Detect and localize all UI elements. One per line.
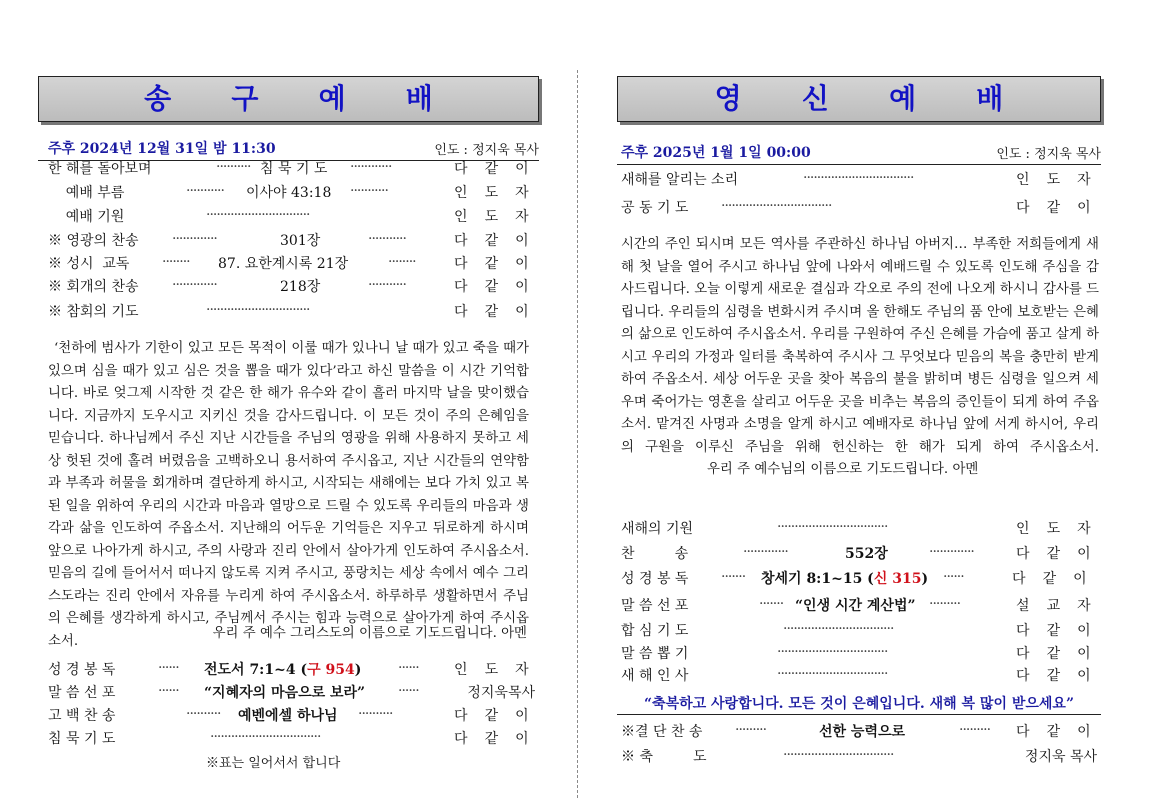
- order-label: 찬 송: [621, 546, 689, 562]
- right-order2-row: 말 씀 선 포 ······· “인생 시간 계산법” ········· 설 교 자: [617, 595, 1101, 617]
- right-order-row: 공 동 기 도 ································ 다 같 이: [617, 197, 1101, 219]
- left-order2-row: 고 백 찬 송 ·········· 예벤에셀 하나님 ·········· 다 같 이: [38, 705, 539, 727]
- left-order2-row: 성 경 봉 독 ······ 전도서 7:1~4 (구 954) ······ 인 도 자: [38, 659, 539, 681]
- left-title: 송 구 예 배: [38, 76, 539, 122]
- greeting-rule: [617, 714, 1101, 715]
- order-label: 말 씀 선 포: [48, 685, 116, 701]
- right-date: 주후 2025년 1월 1일 00:00: [621, 145, 811, 161]
- hymn-number: 신 315: [873, 571, 922, 587]
- right-prayer: 시간의 주인 되시며 모든 역사를 주관하신 하나님 아버지… 부족한 저희들에게 새해 첫 날을 열어 주시고 하나님 앞에 나와서 예배드릴 수 있도록 인도해 주심을 감사드립니다. 오늘 이렇게 새로운 결심과 각오로 주의 전에 나오게 하시니 감사를 드립니다. 우리들의 심령을 변화시켜 주시며 올 한해도 주님의 품 안에 보호받는 은혜의 삶으로 인도하여 주시옵소서. 우리를 구원하여 주신 은혜를 가슴에 품고 살게 하시고 우리의 가정과 일터를 축복하여 주시사 그 무엇보다 믿음의 복을 충만히 받게 하여 주옵소서. 세상 어두운 곳을 찾아 복음의 불을 밝히며 병든 심령을 일으켜 세우며 죽어가는 영혼을 살리고 어두운 곳을 비추는 복음의 증인들이 되게 하여 주옵소서. 맡겨진 사명과 소명을 알게 하시고 예배자로 하나님 앞에 서게 하시어, 우리의 구원을 이루신 주님을 위해 헌신하는 한 해가 되게 하여 주시옵소서.우리 주 예수님의 이름으로 기도드립니다. 아멘: [621, 237, 1099, 477]
- order-label: ※ 참회의 기도: [48, 304, 139, 320]
- order-label: 새해의 기원: [621, 521, 694, 537]
- order-who: 다 같 이: [454, 279, 535, 295]
- right-prayer-end: 이름으로 기도드립니다. 아멘: [810, 462, 979, 477]
- order-label: 침 묵 기 도: [48, 731, 116, 747]
- left-order-row: ※ 회개의 찬송 ············· 218장 ··········· 다 같 이: [38, 276, 539, 298]
- right-order3-row: ※ 축 도 ································ 정지욱 목사: [617, 746, 1101, 768]
- right-title: 영 신 예 배: [617, 76, 1101, 122]
- right-order2-row: 말 씀 뽑 기 ································ 다 같 이: [617, 643, 1101, 665]
- order-content: 301장: [280, 233, 321, 249]
- left-prayer: ‘천하에 범사가 기한이 있고 모든 목적이 이룰 때가 있나니 날 때가 있고 죽을 때가 있으며 심을 때가 있고 심은 것을 뽑을 때가 있다’라고 하신 말씀을 이 시간 기억합니다. 바로 엊그제 시작한 것 같은 한 해가 유수와 같이 흘러 마지막 날을 맞이했습니다. 지금까지 도우시고 지키신 것을 감사드립니다. 이 모든 것이 주의 은혜임을 믿습니다. 하나님께서 주신 지난 시간들을 주님의 영광을 위해 사용하지 못하고 세상 헛된 것에 홀려 버렸음을 고백하오니 용서하여 주시옵고, 지난 시간들의 연약함과 부족과 허물을 회개하며 결단하게 하시고, 시작되는 새해에는 보다 가치 있고 복된 일을 위하여 우리의 시간과 마음과 열망으로 드릴 수 있도록 우리들의 마음과 생각과 삶을 인도하여 주옵소서. 지난해의 어두운 기억들은 지우고 뒤로하게 하시며 앞으로 나아가게 하시고, 주의 사랑과 진리 안에서 살아가게 인도하여 주시옵소서. 믿음의 길에 들어서서 떠나지 않도록 지켜 주시고, 풍랑치는 세상 속에서 예수 그리스도라는 진리 안에서 자유를 누리게 하여 주시옵소서. 하루하루 생활하면서 주님의 은혜를 생각하게 하시고, 주님께서 주시는 힘과 능력으로 살아가게 하여 주시옵소서.: [48, 341, 529, 649]
- order-who: 다 같 이: [1016, 200, 1097, 216]
- order-content: 예벤에셀 하나님: [238, 708, 338, 724]
- prayer-tail: 우리 주 예수님의: [707, 462, 807, 477]
- left-order-row: 예배 부름 ··········· 이사야 43:18 ··········· 인 도 자: [38, 182, 539, 204]
- order-label: 예배 기원: [48, 209, 125, 225]
- order-who: 인 도 자: [454, 185, 535, 201]
- left-date: 주후 2024년 12월 31일 밤 11:30: [48, 141, 276, 157]
- order-who: 다 같 이: [1012, 571, 1093, 587]
- order-who: 다 같 이: [454, 708, 535, 724]
- left-leader: 인도 : 정지욱 목사: [434, 143, 539, 158]
- order-label: 말 씀 뽑 기: [621, 646, 689, 662]
- left-order-row: ※ 참회의 기도 ······························ 다 같 이: [38, 301, 539, 323]
- order-label: 고 백 찬 송: [48, 708, 116, 724]
- right-order3-row: ※결 단 찬 송 ········· 선한 능력으로 ········· 다 같 이: [617, 721, 1101, 743]
- left-order-row: ※ 영광의 찬송 ············· 301장 ··········· 다 같 이: [38, 230, 539, 252]
- order-content: “인생 시간 계산법”: [795, 598, 916, 614]
- left-prayer-end: 우리 주 예수 그리스도의 이름으로 기도드립니다. 아멘: [212, 626, 527, 641]
- order-who: 다 같 이: [1016, 623, 1097, 639]
- order-label: 성 경 봉 독: [621, 571, 689, 587]
- order-who: 정지욱 목사: [1024, 749, 1097, 765]
- order-who: 인 도 자: [454, 209, 535, 225]
- order-who: 다 같 이: [454, 256, 535, 272]
- order-label: 예배 부름: [48, 185, 125, 201]
- order-who: 인 도 자: [454, 662, 535, 678]
- order-label: 공 동 기 도: [621, 200, 689, 216]
- order-label: 한 해를 돌아보며: [48, 161, 152, 177]
- right-order2-row: 합 심 기 도 ································ 다 같 이: [617, 620, 1101, 642]
- right-leader: 인도 : 정지욱 목사: [996, 147, 1101, 162]
- order-content: 218장: [280, 279, 321, 295]
- order-content: 552장: [845, 546, 888, 562]
- order-label: 합 심 기 도: [621, 623, 689, 639]
- right-order2-row: 새해의 기원 ································ 인 도 자: [617, 518, 1101, 540]
- order-who: 다 같 이: [1016, 668, 1097, 684]
- order-who: 다 같 이: [1016, 646, 1097, 662]
- left-order-row: ※ 성시 교독 ········ 87. 요한계시록 21장 ········ 다 같 이: [38, 253, 539, 275]
- order-label: 새 해 인 사: [621, 668, 689, 684]
- order-label: ※ 성시 교독: [48, 256, 130, 272]
- order-who: 다 같 이: [1016, 724, 1097, 740]
- order-content: 87. 요한계시록 21장: [218, 256, 349, 272]
- left-order-row: 예배 기원 ······························ 인 도 자: [38, 206, 539, 228]
- left-order-row: 한 해를 돌아보며 ·········· 침 묵 기 도 ············ 다 같 이: [38, 158, 539, 180]
- order-content: 전도서 7:1~4 (: [204, 662, 308, 678]
- order-who: 설 교 자: [1016, 598, 1097, 614]
- order-who: 다 같 이: [454, 304, 535, 320]
- order-label: 말 씀 선 포: [621, 598, 689, 614]
- order-content: “지혜자의 마음으로 보라”: [204, 685, 366, 701]
- order-label: 성 경 봉 독: [48, 662, 116, 678]
- right-order2-row: 새 해 인 사 ································ 다 같 이: [617, 665, 1101, 687]
- order-who: 다 같 이: [454, 731, 535, 747]
- new-year-greeting: “축복하고 사랑합니다. 모든 것이 은혜입니다. 새해 복 많이 받으세요”: [644, 696, 1074, 712]
- left-order2-row: 말 씀 선 포 ······ “지혜자의 마음으로 보라” ······ 정지욱목사: [38, 682, 539, 704]
- left-footnote: ※표는 일어서서 합니다: [206, 756, 341, 771]
- order-who: 정지욱목사: [467, 685, 535, 701]
- order-label: ※ 축 도: [621, 749, 707, 765]
- order-content: 선한 능력으로: [819, 724, 906, 740]
- order-who: 다 같 이: [454, 233, 535, 249]
- order-who: 다 같 이: [454, 161, 535, 177]
- hymn-number: 구 954: [307, 662, 355, 678]
- right-order2-row: 성 경 봉 독 ······· 창세기 8:1~15 (신 315) ······ 다 같 이: [617, 568, 1101, 590]
- order-content: 창세기 8:1~15 (: [761, 571, 874, 587]
- right-order-row: 새해를 알리는 소리 ································ 인 도 자: [617, 169, 1101, 191]
- right-info-bar: [617, 142, 1101, 165]
- order-content: 이사야 43:18: [246, 185, 332, 201]
- left-order2-row: 침 묵 기 도 ································ 다 같 이: [38, 728, 539, 750]
- right-order2-row: 찬 송 ············· 552장 ············· 다 같 이: [617, 543, 1101, 565]
- order-who: 인 도 자: [1016, 521, 1097, 537]
- order-who: 다 같 이: [1016, 546, 1097, 562]
- page-divider: [577, 70, 578, 798]
- order-who: 인 도 자: [1016, 172, 1097, 188]
- order-label: 새해를 알리는 소리: [621, 172, 739, 188]
- order-content: 침 묵 기 도: [260, 161, 328, 177]
- order-label: ※ 회개의 찬송: [48, 279, 139, 295]
- order-label: ※결 단 찬 송: [621, 724, 703, 740]
- order-label: ※ 영광의 찬송: [48, 233, 139, 249]
